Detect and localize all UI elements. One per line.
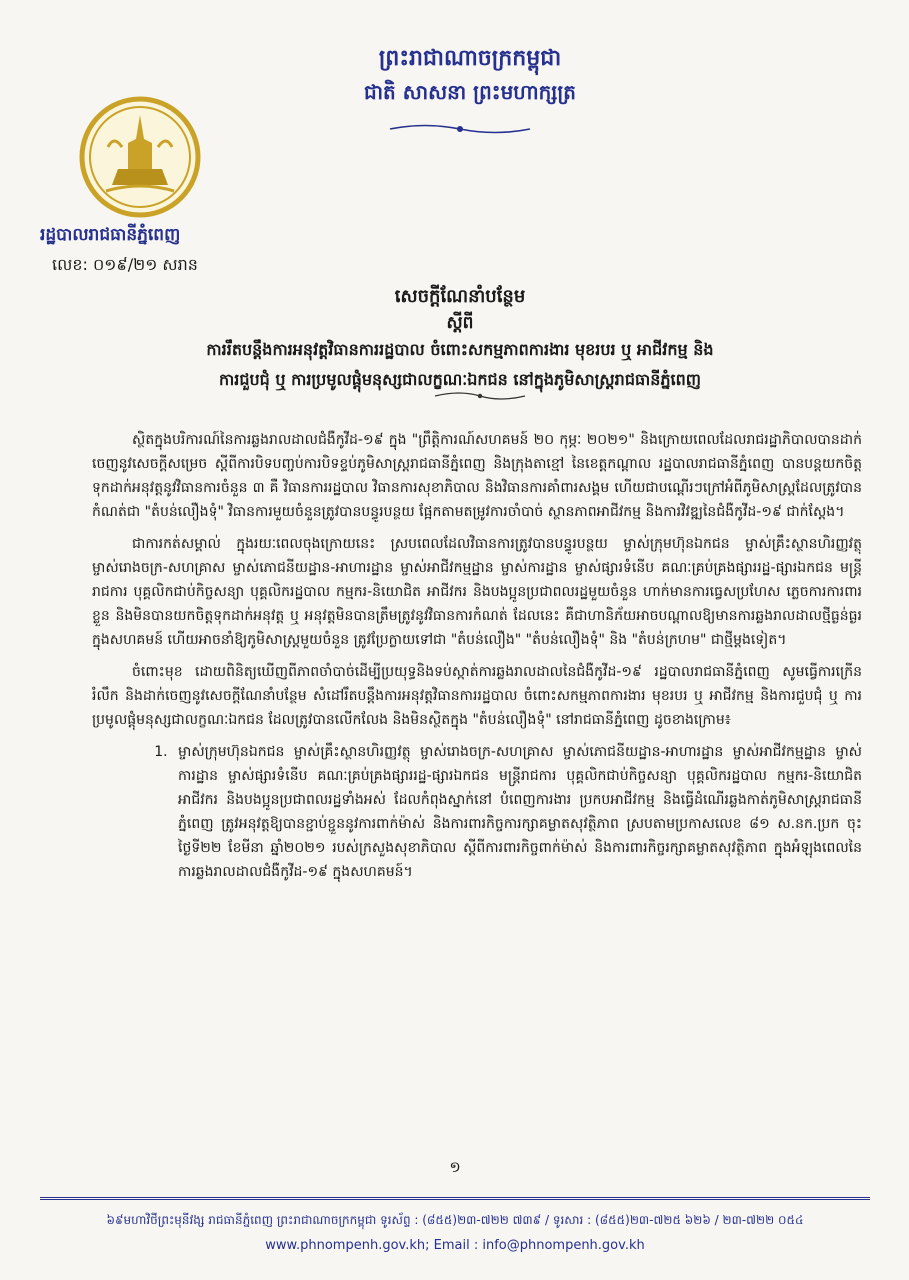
- national-motto: ជាតិ សាសនា ព្រះមហាក្សត្រ: [364, 80, 576, 104]
- emblem-logo: [78, 95, 202, 219]
- title-line-2: ស្តីពី: [446, 313, 474, 333]
- footer-divider: [40, 1197, 870, 1200]
- issuing-authority: រដ្ឋបាលរាជធានីភ្នំពេញ: [40, 225, 181, 245]
- paragraph-3: ចំពោះមុខ ដោយពិនិត្យឃើញពីភាពចាំបាច់ដើម្បីប្រយុទ្ធនិងទប់ស្កាត់ការឆ្លងរាលដាលនៃជំងឺកូវីដ-១៩ រដ្ឋបាលរាជធានីភ្នំពេញ សូមធ្វើការក្រើនរំលឹក និងដាក់ចេញនូវសេចក្តីណែនាំបន្ថែម សំដៅរឹតបន្តឹងការអនុវត្តវិធានការរដ្ឋបាល ចំពោះសកម្មភាពការងារ មុខរបរ ឬ អាជីវកម្ម និងការជួបជុំ ឬ ការប្រមូលផ្តុំមនុស្សជាលក្ខណៈឯកជន ដែលត្រូវបានលើកលែង និងមិនស្ថិតក្នុង "តំបន់លឿងទុំ" នៅរាជធានីភ្នំពេញ ដូចខាងក្រោម៖: [92, 664, 862, 728]
- title-line-3: ការរឹតបន្តឹងការអនុវត្តវិធានការរដ្ឋបាល ចំពោះសកម្មភាពការងារ មុខរបរ ឬ អាជីវកម្ម និង: [206, 340, 714, 359]
- letter-body: [92, 428, 862, 884]
- kingdom-name: ព្រះរាជាណាចក្រកម្ពុជា: [378, 46, 562, 71]
- instruction-list: [92, 740, 862, 884]
- title-line-4: ការជួបជុំ ឬ ការប្រមូលផ្តុំមនុស្សជាលក្ខណៈឯកជន នៅក្នុងភូមិសាស្ត្ររាជធានីភ្នំពេញ: [219, 370, 701, 389]
- kingdom-header: [260, 42, 680, 108]
- paragraph-2: ជាការកត់សម្គាល់ ក្នុងរយៈពេលចុងក្រោយនេះ ស្របពេលដែលវិធានការត្រូវបានបន្ធូរបន្ថយ ម្ចាស់ក្រុមហ៊ុនឯកជន ម្ចាស់គ្រឹះស្ថានហិរញ្ញវត្ថុ ម្ចាស់រោងចក្រ-សហគ្រាស ម្ចាស់ភោជនីយដ្ឋាន-អាហារដ្ឋាន ម្ចាស់អាជីវកម្មដ្ឋាន ម្ចាស់ការដ្ឋាន ម្ចាស់ផ្សារទំនើប គណៈគ្រប់គ្រងផ្សាររដ្ឋ-ផ្សារឯកជន មន្ត្រីរាជការ បុគ្គលិកជាប់កិច្ចសន្យា បុគ្គលិករដ្ឋបាល កម្មករ-និយោជិត អាជីវករ និងបងប្អូនប្រជាពលរដ្ឋមួយចំនួន ហាក់មានការធ្វេសប្រហែស ភ្លេចការការពារខ្លួន និងមិនបានយកចិត្តទុកដាក់អនុវត្ត ឬ អនុវត្តមិនបានត្រឹមត្រូវនូវវិធានការកំណត់ ដែលនេះ គឺជាហានិភ័យអាចបណ្តាលឱ្យមានការឆ្លងរាលដាលថ្មីធ្ងន់ធ្ងរក្នុងសហគមន៍ ហើយអាចនាំឱ្យភូមិសាស្ត្រមួយចំនួន ត្រូវប្រែក្លាយទៅជា "តំបន់លឿង" "តំបន់លឿងទុំ" និង "តំបន់ក្រហម" ជាថ្មីម្តងទៀត។: [92, 536, 862, 648]
- paragraph-1: ស្ថិតក្នុងបរិការណ៍នៃការឆ្លងរាលដាលជំងឺកូវីដ-១៩ ក្នុង "ព្រឹត្តិការណ៍សហគមន៍ ២០ កុម្ភៈ ២០២១" និងក្រោយពេលដែលរាជរដ្ឋាភិបាលបានដាក់ចេញនូវសេចក្តីសម្រេច ស្តីពីការបិទបញ្ចប់ការបិទខ្ទប់ភូមិសាស្ត្ររាជធានីភ្នំពេញ និងក្រុងតាខ្មៅ នៃខេត្តកណ្តាល រដ្ឋបាលរាជធានីភ្នំពេញ បានបន្តយកចិត្តទុកដាក់អនុវត្តនូវវិធានការចំនួន ៣ គឺ វិធានការរដ្ឋបាល វិធានការសុខាភិបាល និងវិធានការគាំពារសង្គម ហើយជាបណ្តើរៗក្រៅអំពីភូមិសាស្ត្រដែលត្រូវបានកំណត់ជា "តំបន់លឿងទុំ" វិធានការមួយចំនួនត្រូវបានបន្ធូរបន្ថយ ផ្អែកតាមតម្រូវការចាំបាច់ ស្ថានភាពអាជីវកម្ម និងការវិវឌ្ឍនៃជំងឺកូវីដ-១៩ ជាក់ស្តែង។: [92, 432, 862, 520]
- footer-address: ៦៩មហាវិថីព្រះមុនីវង្ស រាជធានីភ្នំពេញ ព្រះរាជាណាចក្រកម្ពុជា ទូរស័ព្ទ : (៨៥៥)២៣-៧២២ ៧៣៩ / ទូរសារ : (៨៥៥)២៣-៧២៥ ៦២៦ / ២៣-៧២២ ០៥៤: [106, 1213, 804, 1227]
- page-number: ១: [449, 1158, 461, 1176]
- motto-ornament-icon: [385, 120, 535, 138]
- document-title: [110, 283, 810, 395]
- reference-number: លេខ: ០១៩/២១ សរាន: [52, 255, 198, 274]
- title-ornament-icon: [430, 389, 530, 403]
- footer-contact: www.phnompenh.gov.kh; Email : info@phnompenh.gov.kh: [265, 1238, 645, 1253]
- footer: [40, 1207, 870, 1259]
- title-line-1: សេចក្តីណែនាំបន្ថែម: [394, 286, 526, 307]
- list-item: 1. ម្ចាស់ក្រុមហ៊ុនឯកជន ម្ចាស់គ្រឹះស្ថានហិរញ្ញវត្ថុ ម្ចាស់រោងចក្រ-សហគ្រាស ម្ចាស់ភោជនីយដ្ឋាន-អាហារដ្ឋាន ម្ចាស់អាជីវកម្មដ្ឋាន ម្ចាស់ការដ្ឋាន ម្ចាស់ផ្សារទំនើប គណៈគ្រប់គ្រងផ្សាររដ្ឋ-ផ្សារឯកជន មន្ត្រីរាជការ បុគ្គលិកជាប់កិច្ចសន្យា បុគ្គលិករដ្ឋបាល កម្មករ-និយោជិត អាជីវករ និងបងប្អូនប្រជាពលរដ្ឋទាំងអស់ ដែលកំពុងស្នាក់នៅ បំពេញការងារ ប្រកបអាជីវកម្ម និងធ្វើដំណើរឆ្លងកាត់ភូមិសាស្ត្ររាជធានីភ្នំពេញ ត្រូវអនុវត្តឱ្យបានខ្ជាប់ខ្ជួននូវការពាក់ម៉ាស់ និងការពារកិច្ចការក្សាគម្លាតសុវត្ថិភាព ស្របតាមប្រកាសលេខ ៨១ ស.នក.ប្រក ចុះថ្ងៃទី២២ ខែមីនា ឆ្នាំ២០២១ របស់ក្រសួងសុខាភិបាល ស្តីពីការពារកិច្ចពាក់ម៉ាស់ និងការពារកិច្ចរក្សាគម្លាតសុវត្ថិភាព ក្នុងអំឡុងពេលនៃការឆ្លងរាលដាលជំងឺកូវីដ-១៩ ក្នុងសហគមន៍។: [172, 740, 862, 884]
